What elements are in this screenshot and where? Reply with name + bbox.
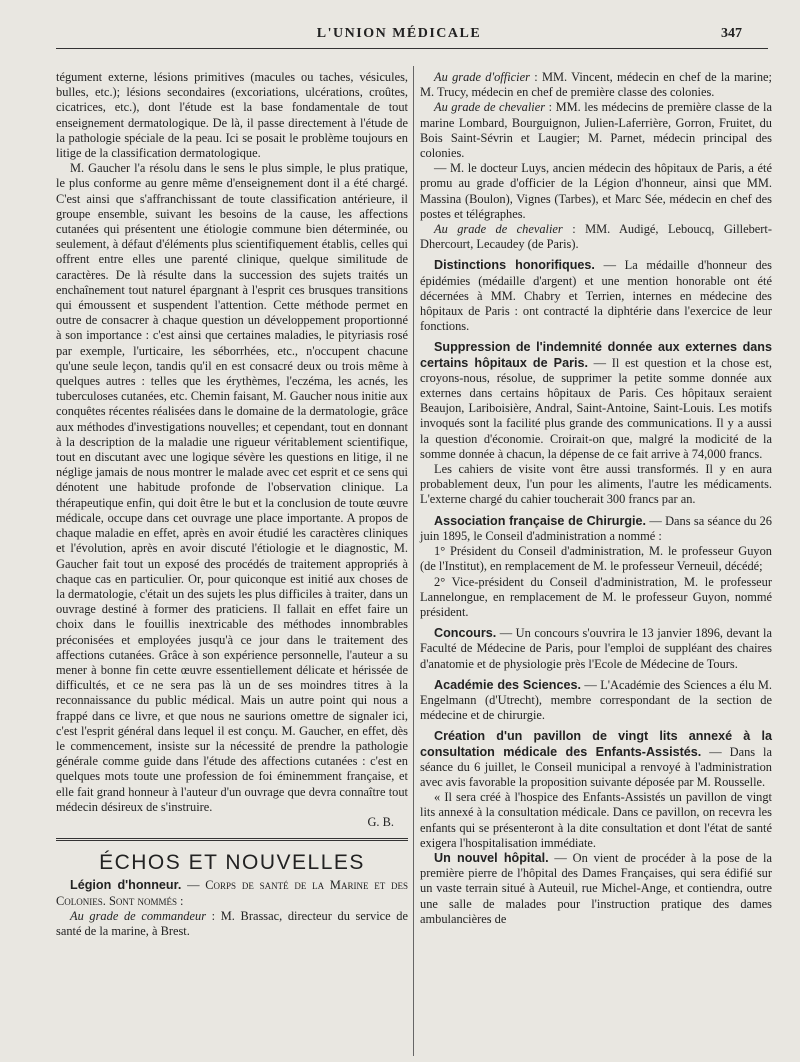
academie-heading: Académie des Sciences. — [434, 677, 581, 692]
association-paragraph — [420, 514, 772, 544]
review-signature-line — [56, 815, 408, 830]
review-paragraph-1: tégument externe, lésions primitives (macules ou taches, vésicules, bulles, etc.); lésions secondaires (excoriations, ulcérations, croûtes, cicatrices, etc.), dont l'étude est la base fondamentale de tout enseignement dermatologique. De là, il passe directement à l'étude de la pathologie spéciale de la peau. Ici se posait le problème toujours en litige de la classification dermatologique. — [56, 70, 408, 161]
association-text: — Dans sa séance du 26 juin 1895, le Conseil d'administration a nommé : — [420, 513, 773, 543]
distinctions-paragraph — [420, 258, 772, 334]
academie-paragraph — [420, 678, 772, 724]
distinctions-text: — La médaille d'honneur des épidémies (médaille d'argent) et une mention honorable ont été décernées à MM. Chabry et Terrien, internes en médecine des hôpitaux de Paris : ont contracté la diphtérie dans l'exercice de leur fonctions. — [420, 258, 773, 334]
page-number: 347 — [721, 26, 742, 41]
section-double-rule — [56, 838, 408, 841]
academie-text: — L'Académie des Sciences a élu M. Engelmann (d'Utrecht), membre correspondant de la section de médecine et de chirurgie. — [420, 677, 773, 723]
commandeur-label: Au grade de commandeur — [70, 908, 207, 923]
president-paragraph: 1° Président du Conseil d'administration, M. le professeur Guyon (de l'Institut), en remplacement de M. le professeur Verneuil, décédé; — [420, 544, 772, 574]
column-divider — [413, 66, 414, 1056]
suppression-heading: Suppression de l'indemnité donnée aux externes dans certains hôpitaux de Paris. — [420, 340, 772, 370]
journal-title: L'UNION MÉDICALE — [316, 26, 482, 41]
officier-label: Au grade d'officier — [434, 70, 530, 84]
hopital-heading: Un nouvel hôpital. — [434, 850, 549, 865]
chevalier2-paragraph — [420, 222, 772, 252]
review-paragraph-2: M. Gaucher l'a résolu dans le sens le plus simple, le plus pratique, le plus conforme au genre même d'enseignement dont il a été chargé. C'est ainsi que s'affranchissant de toute classification antérieure, il groupe ensemble, suivant les besoins de la cause, les affections cutanées qui présentent une étiologie commune bien déterminée, ou seulement, à défaut d'éléments plus scientifiquement établis, celles qui offrent entre elles une parenté clinique, quelque similitude de caractères. De là résulte dans la succession des sujets traités un enchaînement tout naturel épargnant à l'esprit ces brusques transitions qui émoussent et suspendent l'attention. Cette méthode permet en outre de consacrer à chaque question un développement proportionné à son importance : c'est ainsi que certaines maladies, le pityriasis rosé par exemple, l'urticaire, les séborrhées, etc., n'occupent chacune qu'une seule leçon, tandis qu'il en est consacré deux ou trois même à quelques autres : telles que les érythèmes, l'eczéma, les acnés, les tuberculoses cutanées, etc. Chemin faisant, M. Gaucher nous initie aux conquêtes récentes réalisées dans le domaine de la dermatologie, grâce aux méthodes d'investigations nouvelles; et cependant, tout en donnant à la description de la maladie une rigueur véritablement scientifique, tout en discutant avec une logique sévère les questions en litige, il ne néglige jamais de nous montrer le malade avec cet esprit et ce sens qui dénotent une habitude profonde de l'observation clinique. La thérapeutique enfin, qui doit être le but et la conclusion de toute œuvre médicale, occupe dans cet ouvrage une place importante. A propos de chaque maladie en effet, après en avoir étudié les caractères cliniques et l'évolution, après en avoir discuté l'étiologie et le diagnostic, M. Gaucher fait tout un exposé des procédés de traitement appropriés à chaque cas en particulier. Or, pour quiconque est initié aux choses de la dermatologie, c'était un des sujets les plus difficiles à traiter, dans un ouvrage destiné à former des praticiens. Il fallait en effet faire un choix dans le fouillis inextricable des méthodes innombrables préconisées et employées jusqu'à ce jour dans le traitement des affections cutanées. Grâce à son expérience personnelle, l'auteur a su mener à bonne fin cette œuvre essentiellement délicate et hérissée de difficultés, et ce ne sera pas là un de ses moindres titres à la reconnaissance du public médical. Mais un autre point qui nous a frappé dans ce livre, et que nous ne saurions omettre de signaler ici, c'est l'esprit général dans lequel il est conçu. M. Gaucher, en effet, dès le commencement, insiste sur la nécessité de prendre la pathologie générale comme guide dans l'étude des affections cutanées : c'est en quelques mots toute une profession de foi éminemment française, et elle fait grand honneur à l'auteur d'un ouvrage que devra connaître tout médecin désireux de s'instruire. — [56, 161, 408, 814]
right-column — [420, 70, 772, 927]
creation-paragraph — [420, 729, 772, 790]
commandeur-text: : M. Brassac, directeur du service de santé de la marine, à Brest. — [56, 908, 408, 938]
association-heading: Association française de Chirurgie. — [434, 513, 647, 528]
creation-heading: Création d'un pavillon de vingt lits annexé à la consultation médicale des Enfants-Assistés. — [420, 729, 772, 759]
cahiers-paragraph: Les cahiers de visite vont être aussi transformés. Il y en aura probablement deux, l'un pour les aliments, l'autre les médicaments. L'externe chargé du cahier toucherait 300 francs par an. — [420, 462, 772, 507]
suppression-text: — Il est question et la chose est, croyons-nous, résolue, de supprimer la petite somme donnée aux externes dans certains hôpitaux de Paris. Ces hôpitaux seraient Beaujon, Lariboisière, Andral, Saint-Antoine, Saint-Louis. Les motifs invoqués sont la facilité plus grande des communications. Il y a aussi la question d'économie. Croirait-on que, malgré la modicité de la somme donnée à chacun, la dépense de ce fait arrive à 74,000 francs. — [420, 355, 772, 461]
section-title: ÉCHOS ET NOUVELLES — [99, 851, 365, 875]
chevalier-paragraph — [420, 100, 772, 161]
suppression-paragraph — [420, 340, 772, 462]
chevalier-text: : MM. les médecins de première classe de la marine Lombard, Bourguignon, Julien-Laferrière, Gorron, Fruitet, du Bois Saint-Sévrin et Laugier; M. Parnet, médecin principal des colonies. — [420, 100, 772, 161]
distinctions-heading: Distinctions honorifiques. — [434, 258, 595, 273]
chevalier2-label: Au grade de chevalier — [434, 222, 563, 237]
commandeur-paragraph — [56, 909, 408, 939]
creation-quote: « Il sera créé à l'hospice des Enfants-Assistés un pavillon de vingt lits annexé à la consultation médicale. Dans ce pavillon, on recevra les enfants qui se présenteront à la dite consultation et dont l'état de santé exigera l'hospitalisation immédiate. — [420, 790, 772, 850]
officier-paragraph — [420, 70, 772, 100]
concours-text: — Un concours s'ouvrira le 13 janvier 1896, devant la Faculté de Médecine de Paris, pour l'emploi de suppléant des chaires d'anatomie et de physiologie près l'Ecole de Médecine de Tours. — [420, 626, 772, 671]
luys-paragraph: — M. le docteur Luys, ancien médecin des hôpitaux de Paris, a été promu au grade d'officier de la Légion d'honneur, ainsi que MM. Massina (Boulon), Vignes (Tarbes), et Marc Sée, médecin en chef des postes et télégraphes. — [420, 161, 772, 221]
legion-paragraph — [56, 878, 408, 908]
concours-paragraph — [420, 626, 772, 672]
header-rule — [56, 48, 768, 49]
vice-president-paragraph: 2° Vice-président du Conseil d'administration, M. le professeur Lannelongue, en remplacement de M. le professeur Guyon, nommé président. — [420, 574, 772, 619]
hopital-text: — On vient de procéder à la pose de la première pierre de l'hôpital des Dames Françaises, qui sera édifié sur un vaste terrain situé à Auteuil, rue Michel-Ange, et contiendra, outre une salle de malades pour l'instruction pratique des dames ambulancières de — [420, 850, 772, 926]
chevalier2-text: : MM. Audigé, Leboucq, Gillebert-Dhercourt, Lecaudey (de Paris). — [420, 222, 772, 252]
concours-heading: Concours. — [434, 626, 497, 641]
hopital-paragraph — [420, 851, 772, 927]
legion-heading: Légion d'honneur. — [70, 878, 182, 893]
legion-text: — Corps de santé de la Marine et des Colonies. Sont nommés : — [56, 878, 408, 908]
review-signature: G. B. — [367, 814, 394, 829]
chevalier-label: Au grade de chevalier — [434, 100, 546, 115]
officier-text: : MM. Vincent, médecin en chef de la marine; M. Trucy, médecin en chef de première classe des colonies. — [420, 70, 772, 100]
running-header — [56, 26, 742, 46]
creation-text: — Dans la séance du 6 juillet, le Conseil municipal a renvoyé à l'administration avec avis favorable la proposition suivante déposée par M. Rousselle. — [420, 744, 772, 789]
left-column — [56, 70, 408, 939]
